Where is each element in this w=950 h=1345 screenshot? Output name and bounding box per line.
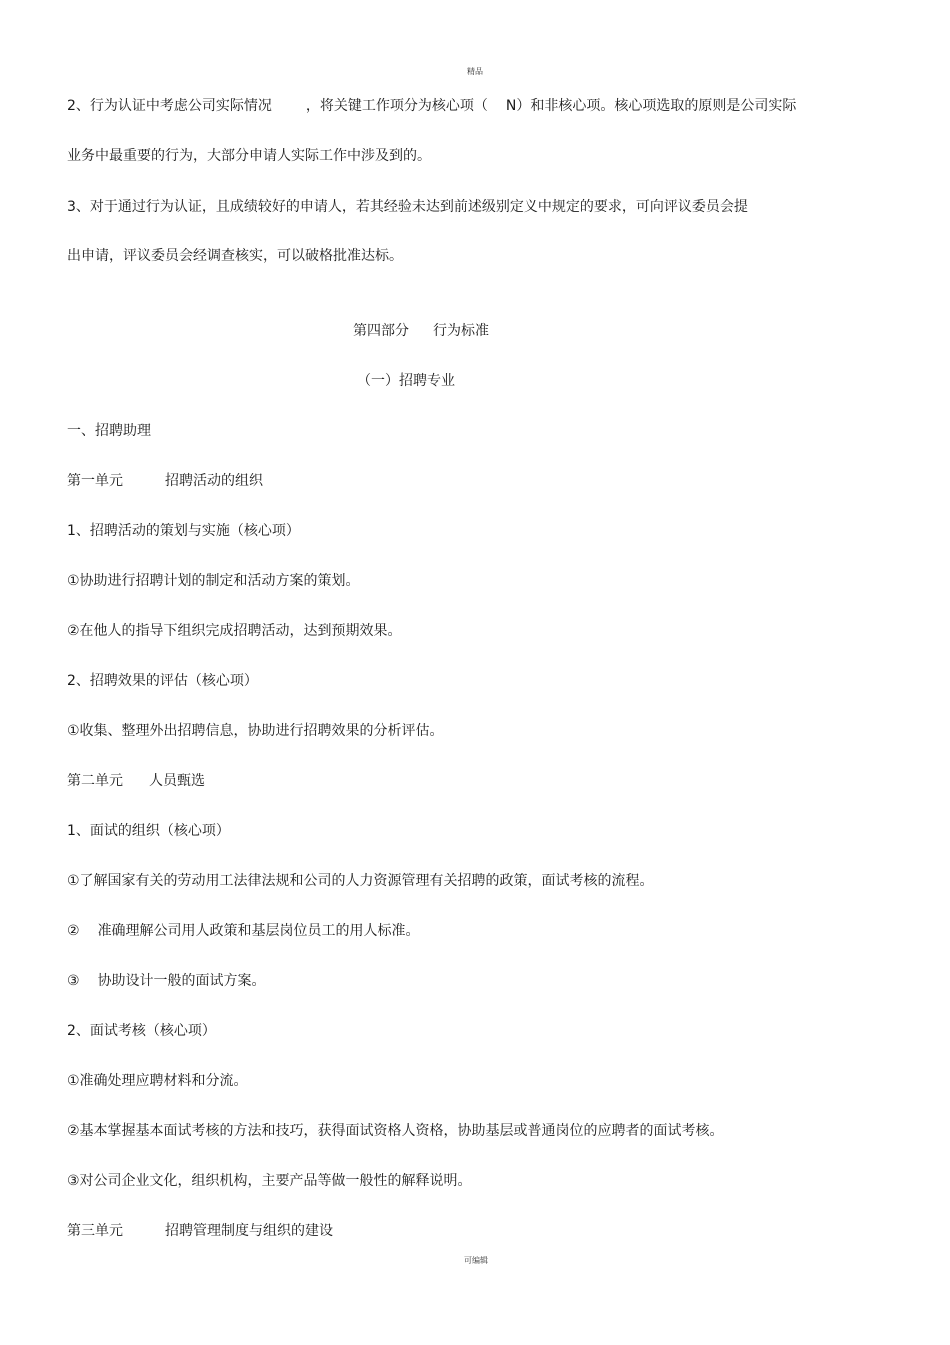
unit-2-item-2-b: ②基本掌握基本面试考核的方法和技巧，获得面试资格人资格，协助基层或普通岗位的应聘者的面试考核。 bbox=[67, 1123, 724, 1139]
unit-3-label: 第三单元 bbox=[67, 1223, 123, 1239]
intro-paragraph-3-line-1: 3、对于通过行为认证，且成绩较好的申请人，若其经验未达到前述级别定义中规定的要求，可向评议委员会提 bbox=[67, 199, 748, 215]
unit-1-heading bbox=[67, 472, 263, 490]
intro-p2-part2: ，将关键工作项分为核心项（ bbox=[305, 98, 488, 114]
unit-3-heading bbox=[67, 1222, 333, 1240]
intro-p2-part1: 2、行为认证中考虑公司实际情况 bbox=[67, 98, 272, 114]
level-heading: 一、招聘助理 bbox=[67, 423, 151, 439]
unit-2-item-2: 2、面试考核（核心项） bbox=[67, 1023, 216, 1039]
unit-2-item-1-b bbox=[67, 922, 420, 940]
unit-1-item-1: 1、招聘活动的策划与实施（核心项） bbox=[67, 523, 300, 539]
page-header-mark: 精品 bbox=[467, 67, 483, 76]
unit-1-item-1-a: ①协助进行招聘计划的制定和活动方案的策划。 bbox=[67, 573, 360, 589]
unit-1-label: 第一单元 bbox=[67, 473, 123, 489]
unit-2-item-1-c-text: 协助设计一般的面试方案。 bbox=[97, 973, 266, 989]
unit-3-title: 招聘管理制度与组织的建设 bbox=[165, 1223, 333, 1239]
unit-2-item-2-a: ①准确处理应聘材料和分流。 bbox=[67, 1073, 248, 1089]
unit-1-item-2-a: ①收集、整理外出招聘信息，协助进行招聘效果的分析评估。 bbox=[67, 723, 444, 739]
unit-2-item-1-a: ①了解国家有关的劳动用工法律法规和公司的人力资源管理有关招聘的政策，面试考核的流程。 bbox=[67, 873, 654, 889]
intro-paragraph-2-line-2: 业务中最重要的行为，大部分申请人实际工作中涉及到的。 bbox=[67, 148, 431, 164]
unit-2-label: 第二单元 bbox=[67, 773, 123, 789]
intro-paragraph-3-line-2: 出申请，评议委员会经调查核实，可以破格批准达标。 bbox=[67, 248, 403, 264]
intro-p2-part3: N）和非核心项。核心项选取的原则是公司实际 bbox=[505, 98, 797, 114]
unit-2-item-2-c: ③对公司企业文化，组织机构，主要产品等做一般性的解释说明。 bbox=[67, 1173, 472, 1189]
unit-1-item-2: 2、招聘效果的评估（核心项） bbox=[67, 673, 258, 689]
unit-2-item-1-b-text: 准确理解公司用人政策和基层岗位员工的用人标准。 bbox=[97, 923, 420, 939]
section-heading bbox=[353, 322, 489, 340]
unit-1-item-1-b: ②在他人的指导下组织完成招聘活动，达到预期效果。 bbox=[67, 623, 402, 639]
unit-2-item-1-b-number: ② bbox=[67, 923, 80, 939]
intro-paragraph-2-line-1 bbox=[67, 97, 796, 115]
page-footer-mark: 可编辑 bbox=[464, 1256, 488, 1265]
section-part-label: 第四部分 bbox=[353, 323, 409, 339]
unit-2-item-1-c-number: ③ bbox=[67, 973, 80, 989]
section-subtitle: （一）招聘专业 bbox=[357, 373, 455, 389]
unit-2-heading bbox=[67, 772, 205, 790]
unit-2-title: 人员甄选 bbox=[149, 773, 205, 789]
section-part-title: 行为标准 bbox=[433, 323, 489, 339]
unit-2-item-1-c bbox=[67, 972, 266, 990]
unit-1-title: 招聘活动的组织 bbox=[165, 473, 263, 489]
unit-2-item-1: 1、面试的组织（核心项） bbox=[67, 823, 230, 839]
